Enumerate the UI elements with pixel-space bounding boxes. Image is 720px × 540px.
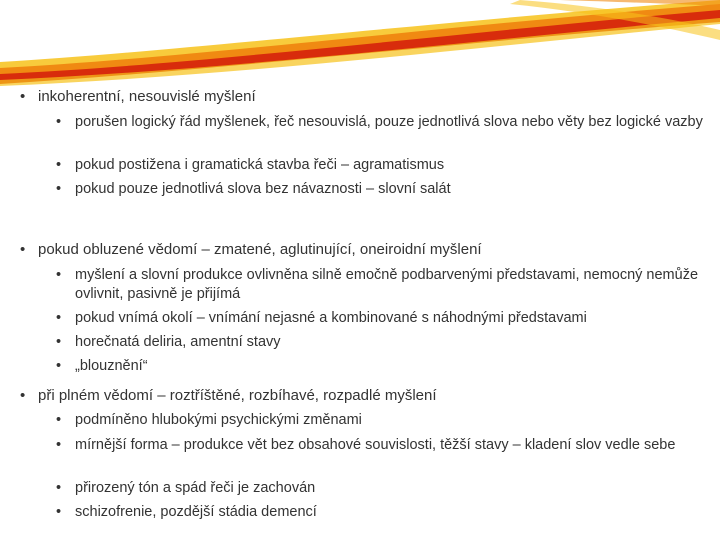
level1-text: při plném vědomí – roztříštěné, rozbíhavé, rozpadlé myšlení bbox=[38, 387, 437, 404]
level2-item bbox=[56, 411, 710, 430]
bullet-icon: • bbox=[56, 437, 62, 453]
bullet-icon: • bbox=[20, 88, 26, 105]
bullet-icon: • bbox=[56, 480, 62, 496]
bullet-icon: • bbox=[56, 412, 62, 428]
level2-text: pokud pouze jednotlivá slova bez návaznosti – slovní salát bbox=[75, 181, 451, 197]
level1-item bbox=[20, 88, 710, 106]
level1-item bbox=[20, 241, 710, 259]
level1-item bbox=[20, 387, 710, 405]
bullet-icon: • bbox=[56, 504, 62, 520]
level2-item bbox=[56, 479, 710, 498]
level2-item bbox=[56, 180, 710, 199]
level1-text: pokud obluzené vědomí – zmatené, aglutinující, oneiroidní myšlení bbox=[38, 241, 482, 258]
bullet-icon: • bbox=[20, 387, 26, 404]
level1-text: inkoherentní, nesouvislé myšlení bbox=[38, 88, 256, 105]
bullet-icon: • bbox=[56, 181, 62, 197]
level2-text: pokud vnímá okolí – vnímání nejasné a kombinované s náhodnými představami bbox=[75, 310, 587, 326]
level2-item bbox=[56, 333, 710, 352]
bullet-icon: • bbox=[20, 241, 26, 258]
bullet-icon: • bbox=[56, 358, 62, 374]
level2-text: schizofrenie, pozdější stádia demencí bbox=[75, 504, 317, 520]
bullet-icon: • bbox=[56, 157, 62, 173]
level2-item bbox=[56, 436, 710, 455]
level2-item bbox=[56, 357, 710, 376]
bullet-icon: • bbox=[56, 114, 62, 130]
bullet-icon: • bbox=[56, 267, 62, 283]
bullet-icon: • bbox=[56, 310, 62, 326]
level2-text: „blouznění“ bbox=[75, 358, 148, 374]
bullet-icon: • bbox=[56, 334, 62, 350]
level2-item bbox=[56, 113, 710, 132]
level2-text: horečnatá deliria, amentní stavy bbox=[75, 334, 281, 350]
level2-item bbox=[56, 266, 710, 304]
level2-item bbox=[56, 309, 710, 328]
level2-text: myšlení a slovní produkce ovlivněna silně emočně podbarvenými představami, nemocný nemůže ovlivnit, pasivně je přijímá bbox=[75, 267, 699, 302]
level2-text: mírnější forma – produkce vět bez obsahové souvislosti, těžší stavy – kladení slov vedle sebe bbox=[75, 437, 676, 453]
level2-text: pokud postižena i gramatická stavba řeči – agramatismus bbox=[75, 157, 445, 173]
level2-item bbox=[56, 503, 710, 522]
level2-item bbox=[56, 156, 710, 175]
header-swoosh-decoration bbox=[0, 0, 720, 90]
level2-text: přirozený tón a spád řeči je zachován bbox=[75, 480, 316, 496]
level2-text: porušen logický řád myšlenek, řeč nesouvislá, pouze jednotlivá slova nebo věty bez logické vazby bbox=[75, 114, 703, 130]
level2-text: podmíněno hlubokými psychickými změnami bbox=[75, 412, 362, 428]
